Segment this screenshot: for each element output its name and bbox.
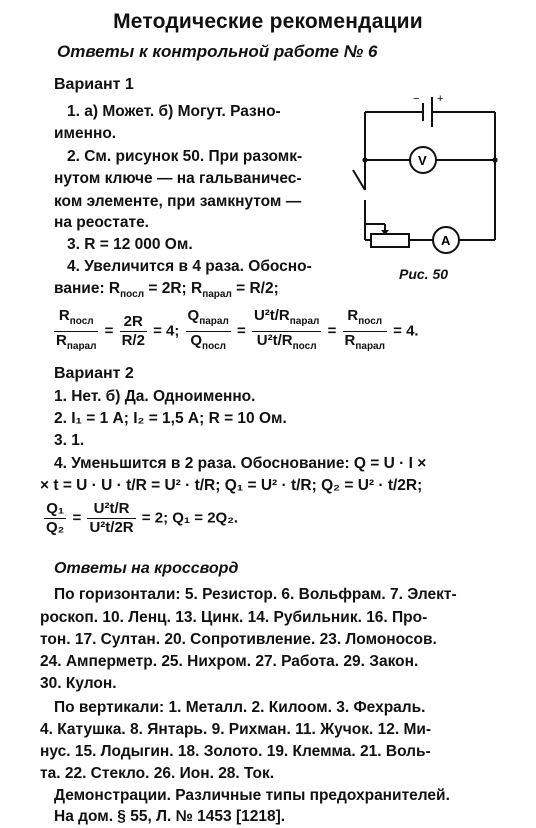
v1-frac4 xyxy=(252,307,321,356)
ammeter-label: A xyxy=(441,233,451,248)
v2-line1: 1. Нет. б) Да. Одноименно. xyxy=(54,388,256,405)
v2-line4: 4. Уменьшится в 2 раза. Обоснование: Q = U · I × xyxy=(54,455,427,472)
cw-v2: 4. Катушка. 8. Янтарь. 9. Рихман. 11. Жучок. 12. Ми- xyxy=(40,721,432,738)
v1-line9 xyxy=(54,280,279,300)
v1-line6: на реостате. xyxy=(54,214,149,231)
v1-f1-num: R xyxy=(58,307,70,324)
v1-f3-num-sub: парал xyxy=(199,316,229,327)
v2-line5: × t = U · U · t/R = U² · t/R; Q₁ = U² · t/R; Q₂ = U² · t/2R; xyxy=(40,477,423,494)
figure-caption: Рис. 50 xyxy=(399,266,449,282)
v1-f5-num-sub: посл xyxy=(358,316,383,327)
v2-f1-num: Q₁ xyxy=(44,500,66,519)
variant1-heading: Вариант 1 xyxy=(54,76,134,93)
answers-subtitle: Ответы к контрольной работе № 6 xyxy=(57,42,378,61)
v1-line3: 2. См. рисунок 50. При разомк- xyxy=(67,148,303,165)
plus-sign: + xyxy=(437,93,444,105)
v1-line5: ком элементе, при замкнутом — xyxy=(54,193,302,210)
v1-line4: нутом ключе — на гальваничес- xyxy=(54,170,302,187)
crossword-heading: Ответы на кроссворд xyxy=(54,560,239,577)
v1-f2-num: 2R xyxy=(120,313,147,332)
v2-eq: = 2; Q₁ = 2Q₂. xyxy=(141,509,239,527)
v1-line9-text2: = 2R; R xyxy=(144,280,203,297)
v1-sub-posl: посл xyxy=(120,289,145,301)
v1-line9-text3: = R/2; xyxy=(231,280,279,297)
v1-equation: $\frac{R_{посл}}{R_{парал}}$ = $\frac{2R}{R/2}$ = 4; $\frac{Q_{парал}}{Q_{посл}}$ = $\frac{U^2t/R_{парал}}{U^2t/R_{посл}}$ = $\frac{R_{посл}}{R_{парал}}$ = 4. xyxy=(52,307,419,356)
v1-line9-text: вание: R xyxy=(54,280,121,297)
v1-line1: 1. а) Может. б) Могут. Разно- xyxy=(67,103,281,120)
v1-f2-den: R/2 xyxy=(121,332,145,349)
v1-f5-den: R xyxy=(344,332,356,349)
v1-line7: 3. R = 12 000 Ом. xyxy=(67,236,193,253)
cw-h3: тон. 17. Султан. 20. Сопротивление. 23. Ломоносов. xyxy=(40,631,437,648)
v2-f2-den: U²t/2R xyxy=(89,519,134,536)
homework: На дом. § 55, Л. № 1453 [1218]. xyxy=(54,808,286,825)
cw-h1: По горизонтали: 5. Резистор. 6. Вольфрам. 7. Элект- xyxy=(54,586,457,603)
v1-f1-den-sub: парал xyxy=(66,341,97,352)
v1-f3-den-sub: посл xyxy=(202,341,226,352)
v1-f1-num-sub: посл xyxy=(69,316,94,327)
page-title: Методические рекомендации xyxy=(113,10,423,33)
cw-h4: 24. Амперметр. 25. Нихром. 27. Работа. 29. Закон. xyxy=(40,653,419,670)
v1-f4-num: U²t/R xyxy=(253,307,290,324)
v1-f4-den-sub: посл xyxy=(292,341,317,352)
junction-left xyxy=(362,157,367,162)
switch-blade xyxy=(353,170,365,190)
v1-eq1: = 4; xyxy=(153,322,180,340)
variant2-heading: Вариант 2 xyxy=(54,365,134,382)
v1-line2: именно. xyxy=(54,125,117,142)
minus-sign: − xyxy=(413,93,420,105)
junction-right xyxy=(492,157,497,162)
v2-f1-den: Q₂ xyxy=(46,519,65,536)
v2-equation: $\frac{\text{Q₁}}{\text{Q₂}}$ = $\frac{\text{U²t/R}}{\text{U²t/2R}}$ = 2; Q₁ = 2Q₂. xyxy=(46,500,239,536)
v2-frac2 xyxy=(87,500,135,537)
circuit-diagram xyxy=(345,92,505,282)
v1-f5-num: R xyxy=(347,307,359,324)
v2-f2-num: U²t/R xyxy=(87,500,135,519)
v1-f3-num: Q xyxy=(187,307,200,324)
cw-v3: нус. 15. Лодыгин. 18. Золото. 19. Клемма. 21. Воль- xyxy=(40,743,431,760)
cw-v4: та. 22. Стекло. 26. Ион. 28. Ток. xyxy=(40,765,275,782)
v1-frac1 xyxy=(54,307,98,356)
v1-eq2: = 4. xyxy=(393,322,419,340)
v2-line3: 3. 1. xyxy=(54,432,85,449)
cw-v1: По вертикали: 1. Металл. 2. Килоом. 3. Фехраль. xyxy=(54,699,426,716)
v1-f1-den: R xyxy=(56,332,67,349)
v2-line2: 2. I₁ = 1 А; I₂ = 1,5 А; R = 10 Ом. xyxy=(54,410,287,427)
cw-h2: роскоп. 10. Ленц. 13. Цинк. 14. Рубильник. 16. Про- xyxy=(40,609,428,626)
v1-frac2 xyxy=(120,313,147,350)
v1-frac3 xyxy=(186,307,231,356)
demonstrations: Демонстрации. Различные типы предохранителей. xyxy=(54,787,450,804)
v1-line8: 4. Увеличится в 4 раза. Обосно- xyxy=(67,258,312,275)
v1-sub-paral: парал xyxy=(202,289,232,301)
v1-f5-den-sub: парал xyxy=(355,341,385,352)
v1-frac5 xyxy=(343,307,387,356)
v1-f3-den: Q xyxy=(190,332,203,349)
v1-f4-den: U²t/R xyxy=(256,332,293,349)
cw-h5: 30. Кулон. xyxy=(40,675,117,692)
v1-f4-num-sub: парал xyxy=(289,316,320,327)
rheostat xyxy=(371,234,409,247)
v2-frac1 xyxy=(44,500,66,537)
voltmeter-label: V xyxy=(418,153,427,168)
